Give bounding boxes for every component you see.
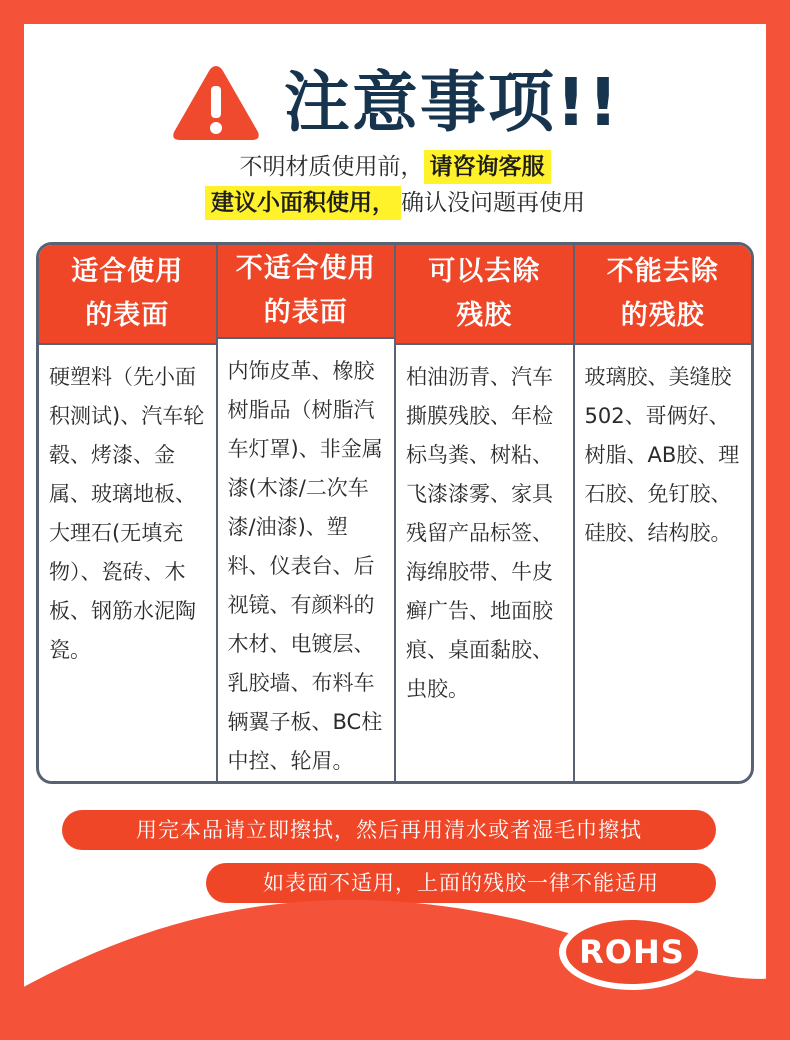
rohs-badge: [558, 913, 706, 991]
column-body: 柏油沥青、汽车撕膜残胶、年检标鸟粪、树粘、飞漆漆雾、家具残留产品标签、海绵胶带、牛皮癣广告、地面胶痕、桌面黏胶、虫胶。: [406, 365, 553, 701]
column-header-line-1: 适合使用: [71, 256, 184, 287]
column-header-line-1: 可以去除: [428, 256, 541, 287]
column-body: 内饰皮革、橡胶树脂品（树脂汽车灯罩)、非金属漆(木漆/二次车漆/油漆)、塑料、仪表台、后视镜、有颜料的木材、电镀层、乳胶墙、布料车辆翼子板、BC柱中控、轮眉。: [227, 359, 383, 773]
wipe-instruction-banner: 用完本品请立即擦拭，然后再用清水或者湿毛巾擦拭: [62, 810, 716, 850]
unsuitable-warning-banner: 如表面不适用，上面的残胶一律不能适用: [206, 863, 716, 903]
column-body: 硬塑料（先小面积测试)、汽车轮毂、烤漆、金属、玻璃地板、大理石(无填充物）、瓷砖、木板、钢筋水泥陶瓷。: [49, 365, 205, 662]
column-header-line-1: 不能去除: [606, 256, 719, 287]
column-unsuitable-surfaces: [218, 245, 397, 781]
column-header: [218, 245, 395, 339]
warning-triangle-icon: [170, 62, 262, 144]
column-removable-residue: [396, 245, 575, 781]
column-header-line-2: 残胶: [456, 300, 513, 331]
header: [24, 62, 766, 144]
column-body: 玻璃胶、美缝胶502、哥俩好、树脂、AB胶、理石胶、免钉胶、硅胶、结构胶。: [584, 365, 740, 545]
notice-line-1-text: 不明材质使用前，: [239, 154, 424, 180]
column-header-line-2: 的残胶: [620, 300, 705, 331]
page-title: 注意事项!!: [283, 64, 621, 141]
notice-line-1: [24, 156, 766, 179]
column-unremovable-residue: [575, 245, 752, 781]
notice-line-2-highlight: 建议小面积使用，: [205, 186, 401, 220]
column-header-line-2: 的表面: [263, 297, 348, 328]
surface-table: [36, 242, 754, 784]
notice-line-1-highlight: 请咨询客服: [424, 150, 551, 184]
column-header-line-2: 的表面: [85, 300, 170, 331]
rohs-badge-label: ROHS: [579, 933, 685, 971]
column-header: [575, 245, 752, 345]
column-header: [396, 245, 573, 345]
column-header: [39, 245, 216, 345]
column-header-line-1: 不适合使用: [235, 253, 376, 284]
notice-line-2-text: 确认没问题再使用: [401, 190, 585, 216]
column-suitable-surfaces: [39, 245, 218, 781]
notice-line-2: [24, 192, 766, 215]
